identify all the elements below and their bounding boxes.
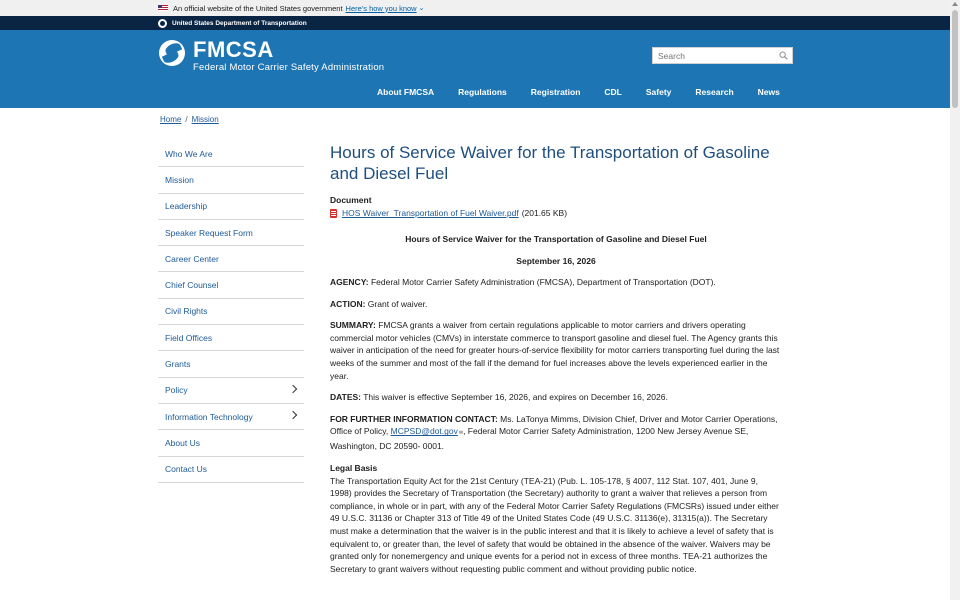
sidebar-item-contact-us[interactable] — [158, 457, 304, 483]
document-attachment — [330, 208, 782, 218]
nav-research[interactable]: Research — [695, 87, 734, 97]
sidebar-item-about-us[interactable] — [158, 430, 304, 456]
page-scrollbar[interactable] — [950, 0, 960, 600]
main-content — [330, 142, 782, 575]
contact-text: Ms. LaTonya Mimms, Division Chief, Driver and Motor Carrier Operations, Office of Policy, — [330, 413, 778, 437]
sidebar-item-grants[interactable] — [158, 351, 304, 377]
dates-paragraph — [330, 391, 782, 404]
breadcrumb-home[interactable]: Home — [160, 115, 182, 124]
sidebar-item-label: Contact Us — [165, 464, 208, 475]
sidebar-item-policy[interactable] — [158, 378, 304, 404]
document-date: September 16, 2026 — [516, 256, 596, 266]
site-header — [0, 30, 950, 108]
nav-news[interactable]: News — [757, 87, 780, 97]
sidebar-item-label: Chief Counsel — [165, 280, 219, 291]
search-box — [652, 47, 793, 64]
sidebar-item-chief-counsel[interactable] — [158, 272, 304, 298]
agency-paragraph — [330, 276, 782, 289]
document-heading: Hours of Service Waiver for the Transportation of Gasoline and Diesel Fuel — [405, 234, 707, 244]
summary-text: FMCSA grants a waiver from certain regulations applicable to motor carriers and drivers operating commercial motor vehicles (CMVs) in interstate commerce to transport gasoline and diesel fuel. The Agency grants this waiver in anticipation of the need for greater hours-of-service flexibility for motor carriers transporting fuel during the last weeks of the summer and most of the fall if the demand for fuel increases above the levels experienced earlier in the year. — [330, 320, 780, 381]
summary-label: SUMMARY: — [330, 320, 376, 331]
logo-subtitle: Federal Motor Carrier Safety Administration — [193, 62, 385, 73]
sidebar-item-information-technology[interactable] — [158, 404, 304, 430]
sidebar-item-mission[interactable] — [158, 167, 304, 193]
sidebar-item-label: Career Center — [165, 253, 219, 264]
sidebar-item-label: Who We Are — [165, 148, 213, 159]
sidebar-item-label: About Us — [165, 437, 200, 448]
sidebar-item-label: Leadership — [165, 201, 208, 212]
sidebar-item-speaker-request-form[interactable] — [158, 220, 304, 246]
sidebar-item-who-we-are[interactable] — [158, 141, 304, 167]
action-label: ACTION: — [330, 298, 366, 309]
nav-registration[interactable]: Registration — [530, 87, 581, 97]
scroll-thumb[interactable] — [952, 10, 958, 108]
page-title: Hours of Service Waiver for the Transportation of Gasoline and Diesel Fuel — [330, 143, 770, 183]
legal-basis-paragraph: The Transportation Equity Act for the 21st Century (TEA-21) (Pub. L. 105-178, § 4007, 112 Stat. 107, 401, June 9, 1998) provides the Secretary of Transportation (the Secretary) authority to grant a waiver that relieves a person from compliance, in whole or in part, with any of the Federal Motor Carrier Safety Regulations (FMCSRs) issued under either 49 U.S.C. 31136 or Chapter 313 of Title 49 of the United States Code (49 U.S.C. 31136(e), 31315(a)). The Secretary must make a determination that the waiver is in the public interest and that it is likely to achieve a level of safety that is equivalent to, or greater than, the level of safety that would be obtained in the absence of the waiver. Waivers may be granted only for nonemergency and unique events for a period not in excess of three months. TEA-21 authorizes the Secretary to grant waivers without requesting public comment and without providing public notice. — [330, 475, 779, 574]
sidebar-item-label: Civil Rights — [165, 306, 208, 317]
email-icon: ✉ — [458, 430, 464, 437]
sidebar-item-label: Mission — [165, 174, 194, 185]
contact-label: FOR FURTHER INFORMATION CONTACT: — [330, 413, 498, 424]
scroll-up-arrow-icon[interactable] — [952, 2, 958, 6]
heres-how-you-know-link[interactable]: Here's how you know — [345, 3, 417, 13]
logo-title: FMCSA — [193, 37, 274, 62]
sidebar-item-field-offices[interactable] — [158, 325, 304, 351]
sidebar-item-label: Policy — [165, 385, 188, 396]
sidebar-item-label: Grants — [165, 359, 191, 370]
agency-text: Federal Motor Carrier Safety Administration (FMCSA), Department of Transportation (DOT). — [370, 277, 716, 287]
nav-safety[interactable]: Safety — [645, 87, 672, 97]
dates-label: DATES: — [330, 392, 362, 403]
action-text: Grant of waiver. — [367, 298, 428, 309]
breadcrumb-mission[interactable]: Mission — [191, 115, 219, 124]
dot-logo-icon — [158, 19, 167, 28]
chevron-right-icon[interactable] — [289, 384, 297, 392]
document-download-link[interactable]: HOS Waiver_Transportation of Fuel Waiver.pdf — [342, 208, 519, 218]
search-input[interactable] — [653, 51, 771, 61]
pdf-file-icon — [330, 209, 337, 218]
chevron-down-icon[interactable]: ⌄ — [418, 5, 425, 12]
sidebar-item-label: Field Offices — [165, 332, 213, 343]
contact-address: , Federal Motor Carrier Safety Administration, 1200 New Jersey Avenue SE, Washington, DC 20590- 0001. — [330, 426, 749, 451]
dates-text: This waiver is effective September 16, 2026, and expires on December 16, 2026. — [363, 392, 668, 403]
agency-label: AGENCY: — [330, 277, 369, 287]
nav-cdl[interactable]: CDL — [604, 87, 622, 97]
fmcsa-logo[interactable] — [159, 39, 384, 73]
document-size: (201.65 KB) — [521, 208, 568, 218]
sidebar-item-label: Information Technology — [165, 411, 253, 422]
sidebar-item-civil-rights[interactable] — [158, 299, 304, 325]
breadcrumb-separator: / — [185, 115, 188, 124]
summary-paragraph — [330, 319, 782, 382]
contact-paragraph — [330, 413, 782, 453]
main-nav — [365, 87, 792, 97]
nav-regulations[interactable]: Regulations — [458, 87, 507, 97]
chevron-right-icon[interactable] — [289, 411, 297, 419]
nav-about-fmcsa[interactable]: About FMCSA — [377, 87, 435, 97]
sidebar-nav — [158, 141, 304, 483]
sidebar-item-career-center[interactable] — [158, 246, 304, 272]
agency-bar-text[interactable]: United States Department of Transportation — [172, 19, 307, 27]
action-paragraph — [330, 298, 782, 311]
contact-email-link[interactable]: MCPSD@dot.gov — [390, 426, 458, 437]
agency-bar — [0, 16, 950, 30]
sidebar-item-label: Speaker Request Form — [165, 227, 253, 238]
fmcsa-logo-icon — [159, 40, 185, 66]
sidebar-item-leadership[interactable] — [158, 194, 304, 220]
document-label: Document — [330, 195, 372, 205]
search-icon[interactable] — [779, 51, 788, 60]
legal-basis-heading: Legal Basis — [330, 462, 378, 473]
us-flag-icon — [158, 5, 168, 11]
gov-banner-text: An official website of the United States government — [173, 3, 343, 13]
gov-banner — [0, 0, 950, 16]
breadcrumb — [160, 115, 219, 124]
